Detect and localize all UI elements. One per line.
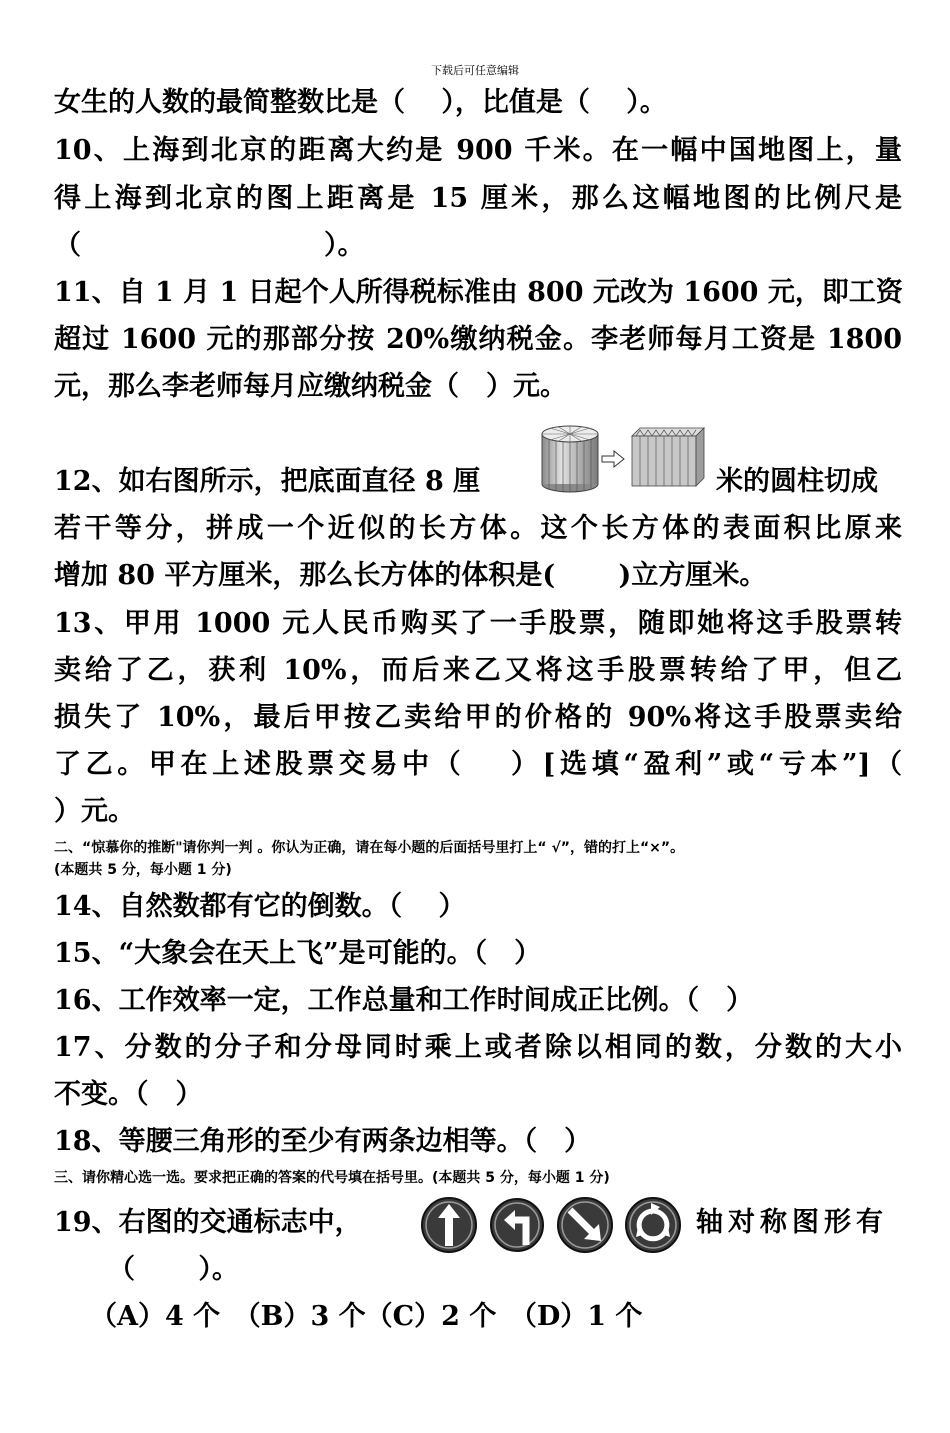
section-2-note: (本题共 5 分，每小题 1 分) xyxy=(54,862,232,878)
q19-stem: 19、右图的交通标志中， xyxy=(54,1207,362,1238)
cylinder-to-cuboid-figure xyxy=(540,422,706,494)
q12-line-1a: 12、如右图所示，把底面直径 8 厘 xyxy=(54,466,481,497)
q12-line-3: 增加 80 平方厘米，那么长方体的体积是( )立方厘米。 xyxy=(54,560,767,591)
q15: 15、“大象会在天上飞”是可能的。（ ） xyxy=(54,938,542,969)
straight-arrow-sign-icon xyxy=(422,1198,476,1252)
q11-line-2: 超过 1600 元的那部分按 20%缴纳税金。李老师每月工资是 1800 xyxy=(54,324,902,355)
q11-line-1: 11、自 1 月 1 日起个人所得税标准由 800 元改为 1600 元，即工资 xyxy=(54,277,903,308)
q13-line-4: 了乙。甲在上述股票交易中（ ）[选填“盈利”或“亏本”]（ xyxy=(54,749,902,780)
section-3-title: 三、请你精心选一选。要求把正确的答案的代号填在括号里。(本题共 5 分，每小题 1 分) xyxy=(54,1170,610,1186)
section-2-title: 二、“惊慕你的推断"请你判一判 。你认为正确，请在每小题的后面括号里打上“ √”，错的打上“×”。 xyxy=(54,840,685,856)
q11-line-3: 元，那么李老师每月应缴纳税金（ ）元。 xyxy=(54,371,567,402)
q17-line-2: 不变。（ ） xyxy=(54,1079,203,1110)
q13-line-1: 13、甲用 1000 元人民币购买了一手股票，随即她将这手股票转 xyxy=(54,608,902,639)
page-header: 下载后可任意编辑 xyxy=(431,64,519,77)
q10-line-1: 10、上海到北京的距离大约是 900 千米。在一幅中国地图上，量 xyxy=(54,135,902,166)
q14: 14、自然数都有它的倒数。（ ） xyxy=(54,891,466,922)
traffic-signs-figure xyxy=(420,1196,684,1254)
q17-line-1: 17、分数的分子和分母同时乘上或者除以相同的数，分数的大小 xyxy=(54,1032,902,1063)
q18: 18、等腰三角形的至少有两条边相等。（ ） xyxy=(54,1126,592,1157)
arrow-right-icon xyxy=(602,451,624,467)
roundabout-sign-icon xyxy=(626,1198,680,1252)
q13-line-3: 损失了 10%，最后甲按乙卖给甲的价格的 90%将这手股票卖给 xyxy=(54,702,902,733)
q19-options: （A）4 个 （B）3 个（C）2 个 （D）1 个 xyxy=(90,1301,643,1332)
q10-line-3: （ ）。 xyxy=(54,230,365,261)
q12-line-1b: 米的圆柱切成 xyxy=(716,466,878,497)
diagonal-arrow-sign-icon xyxy=(558,1198,612,1252)
q16: 16、工作效率一定，工作总量和工作时间成正比例。（ ） xyxy=(54,985,754,1016)
cuboid-shape xyxy=(632,428,704,486)
q19-answer-blank: （ ）。 xyxy=(108,1254,239,1285)
q10-line-2: 得上海到北京的图上距离是 15 厘米，那么这幅地图的比例尺是 xyxy=(54,183,902,214)
q13-line-5: ）元。 xyxy=(54,796,135,827)
q19-stem-tail: 轴对称图形有 xyxy=(696,1207,888,1238)
q12-line-2: 若干等分，拼成一个近似的长方体。这个长方体的表面积比原来 xyxy=(54,513,902,544)
cylinder-shape xyxy=(542,426,598,492)
q13-line-2: 卖给了乙，获利 10%，而后来乙又将这手股票转给了甲，但乙 xyxy=(54,655,902,686)
q9-continuation: 女生的人数的最简整数比是（ ），比值是（ ）。 xyxy=(54,87,667,118)
turn-left-arrow-sign-icon xyxy=(491,1199,543,1251)
